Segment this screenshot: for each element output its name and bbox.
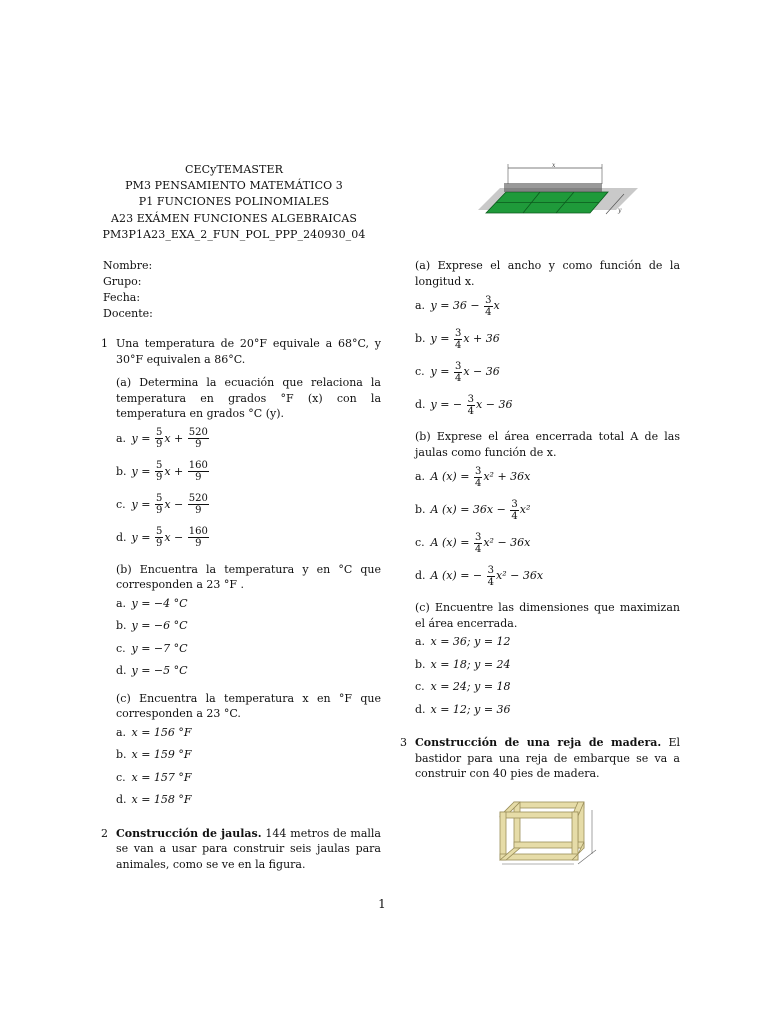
question-1-text: Una temperatura de 20°F equivale a 68°C, y 30°F equivalen a 86°C. — [116, 337, 381, 366]
header-line-school: CECyTEMASTER — [184, 163, 284, 176]
fecha-label: Fecha: — [103, 291, 141, 304]
fraction: $\frac{5}{9}$ — [155, 460, 163, 483]
q1a-option-d[interactable]: d. y = $\frac{5}{9}$ x − $\frac{160}{9}$ — [116, 526, 208, 549]
fraction: $\frac{5}{9}$ — [155, 526, 163, 549]
fraction: $\frac{520}{9}$ — [188, 427, 208, 450]
q2c-option-d[interactable]: d. x = 12; y = 36 — [415, 702, 511, 716]
fraction: $\frac{3}{4}$ — [454, 327, 462, 351]
fraction: $\frac{160}{9}$ — [188, 526, 208, 549]
header-line-unit: P1 FUNCIONES POLINOMIALES — [138, 195, 330, 209]
question-number: 2 — [101, 826, 108, 840]
q1a-option-a[interactable]: a. y = $\frac{5}{9}$ x + $\frac{520}{9}$ — [116, 427, 208, 450]
q2c-option-b[interactable]: b. x = 18; y = 24 — [415, 657, 511, 671]
left-column — [101, 336, 381, 872]
question-2-text — [116, 826, 381, 873]
q1-part-a-prompt: (a) Determina la ecuación que relaciona la temperatura en grados °F (x) con la temperatura en grados °C (y). — [116, 376, 381, 420]
fraction: $\frac{3}{4}$ — [511, 498, 518, 522]
figure-label-x: x — [552, 162, 556, 169]
docente-label: Docente: — [103, 307, 153, 320]
q1-part-b-prompt: (b) Encuentra la temperatura y en °C que corresponden a 23 °F . — [116, 562, 381, 591]
question-3-body: El bastidor para una reja de embarque se va a construir con 40 pies de madera. — [415, 736, 681, 780]
q2-part-b-prompt: (b) Exprese el área encerrada total A de las jaulas como función de x. — [415, 430, 680, 459]
q1b-option-b[interactable]: b. y = −6 °C — [116, 619, 188, 632]
q2b-option-b[interactable]: b. A (x) = 36x − $\frac{3}{4}$ x² — [415, 498, 531, 522]
q2c-option-a[interactable]: a. x = 36; y = 12 — [415, 635, 511, 648]
question-2-title: Construcción de jaulas. — [116, 826, 262, 840]
q2b-option-c[interactable]: c. A (x) = $\frac{3}{4}$ x² − 36x — [415, 531, 531, 555]
q1b-option-c[interactable]: c. y = −7 °C — [116, 641, 188, 655]
q1-part-b-options — [101, 593, 381, 683]
q1b-option-a[interactable]: a. y = −4 °C — [116, 596, 188, 610]
fraction: $\frac{520}{9}$ — [188, 493, 208, 516]
q2a-option-d[interactable]: d. y = − $\frac{3}{4}$ x − 36 — [415, 393, 513, 417]
q1a-option-c[interactable]: c. y = $\frac{5}{9}$ x − $\frac{520}{9}$ — [116, 493, 208, 516]
q1-part-c-prompt: (c) Encuentra la temperatura x en °F que corresponden a 23 °C. — [116, 691, 381, 720]
q1c-option-d[interactable]: d. x = 158 °F — [116, 793, 192, 806]
q1c-option-b[interactable]: b. x = 159 °F — [116, 748, 192, 761]
fraction: $\frac{160}{9}$ — [188, 460, 208, 483]
right-column — [400, 258, 680, 782]
q2-part-b-options — [400, 460, 680, 592]
fraction: $\frac{3}{4}$ — [454, 360, 462, 384]
q2a-option-c[interactable]: c. y = $\frac{3}{4}$ x − 36 — [415, 360, 500, 384]
question-2 — [101, 826, 381, 873]
page-number: 1 — [378, 897, 386, 911]
q2b-option-a[interactable]: a. A (x) = $\frac{3}{4}$ x² + 36x — [415, 465, 531, 489]
q2a-option-a[interactable]: a. y = 36 − $\frac{3}{4}$ x — [415, 294, 500, 318]
fraction: $\frac{5}{9}$ — [155, 427, 163, 450]
cages-figure — [478, 158, 640, 228]
header-line-course: PM3 PENSAMIENTO MATEMÁTICO 3 — [125, 179, 343, 193]
q2-part-a-prompt: (a) Exprese el ancho y como función de la longitud x. — [415, 259, 680, 288]
student-info — [103, 258, 153, 322]
exam-header — [95, 162, 373, 243]
q2c-option-c[interactable]: c. x = 24; y = 18 — [415, 680, 511, 693]
fraction: $\frac{3}{4}$ — [467, 393, 475, 417]
question-number: 3 — [400, 736, 407, 749]
q1a-option-b[interactable]: b. y = $\frac{5}{9}$ x + $\frac{160}{9}$ — [116, 460, 208, 483]
q1c-option-c[interactable]: c. x = 157 °F — [116, 770, 192, 784]
q2a-option-b[interactable]: b. y = $\frac{3}{4}$ x + 36 — [415, 327, 500, 351]
fraction: $\frac{3}{4}$ — [474, 465, 482, 489]
header-line-exam: A23 EXÁMEN FUNCIONES ALGEBRAICAS — [110, 211, 358, 225]
q2-part-a-options — [400, 289, 680, 421]
question-3 — [400, 735, 680, 782]
nombre-label: Nombre: — [103, 259, 153, 272]
header-line-code: PM3P1A23_EXA_2_FUN_POL_PPP_240930_04 — [102, 227, 366, 241]
question-1 — [101, 336, 381, 812]
question-3-text — [415, 735, 680, 782]
fraction: $\frac{3}{4}$ — [485, 294, 492, 318]
fraction: $\frac{5}{9}$ — [155, 493, 163, 516]
question-3-title: Construcción de una reja de madera. — [415, 736, 662, 749]
q2-part-c-prompt: (c) Encuentre las dimensiones que maximizan el área encerrada. — [415, 601, 680, 630]
q1c-option-a[interactable]: a. x = 156 °F — [116, 725, 192, 739]
figure-label-y: y — [618, 207, 622, 214]
q2b-option-d[interactable]: d. A (x) = − $\frac{3}{4}$ x² − 36x — [415, 564, 544, 588]
q2-part-c-options — [400, 631, 680, 721]
q1b-option-d[interactable]: d. y = −5 °C — [116, 664, 188, 677]
question-2-body: 144 metros de malla se van a usar para construir seis jaulas para animales, como se ve en la figura. — [116, 826, 381, 871]
question-number: 1 — [101, 337, 108, 350]
grupo-label: Grupo: — [103, 275, 142, 288]
crate-figure — [492, 798, 610, 872]
fraction: $\frac{3}{4}$ — [487, 564, 495, 588]
q1-part-a-options — [101, 422, 381, 554]
fraction: $\frac{3}{4}$ — [474, 531, 482, 555]
q1-part-c-options — [101, 722, 381, 812]
